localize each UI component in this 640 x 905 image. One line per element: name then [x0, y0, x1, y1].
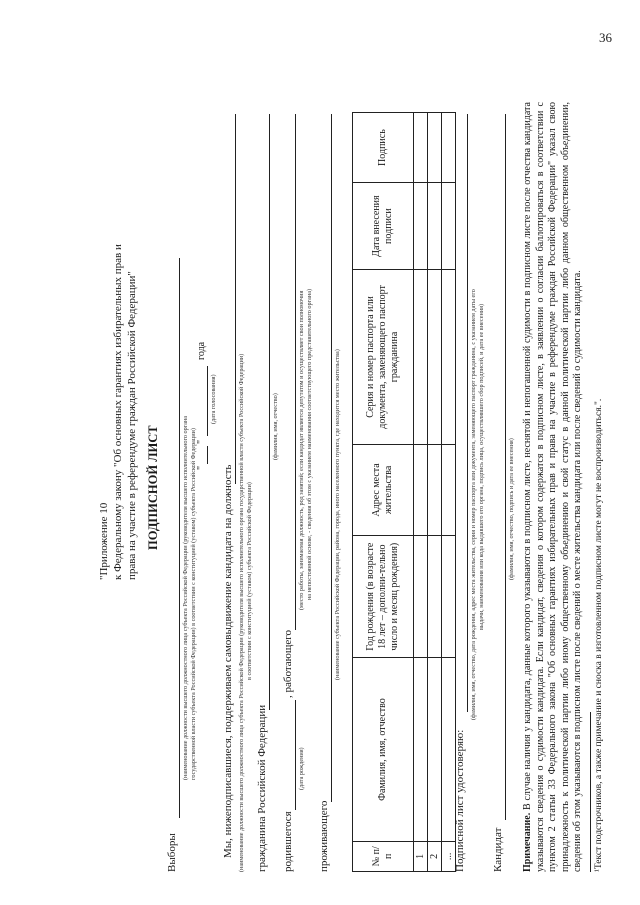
citizen-label: гражданина Российской Федерации	[256, 704, 268, 872]
appendix-line-2: к Федеральному закону "Об основных гарантиях избирательных прав и	[112, 244, 124, 580]
note-text: В случае наличия у кандидата, данные которого указываются в подписном листе, неснятой и непогашенной судимости в подписном листе после отчества кандидата указываются сведения о судимости кандидата. Если кандидат, сведения о котором содержатся в подписном листе, в заявлении о согласии баллотироваться в соответствии с пунктом 2 статьи 33 Федерального закона "Об основных гарантиях избирательных прав и права на участие в референдуме граждан Российской Федерации" указал свою принадлежность к политической партии либо иному общественному объединению и свой статус в данной политической партии либо данном общественном объединении, сведения об этом указываются в подписном листе после сведений о месте жительства кандидата или после сведений о судимости кандидата.	[522, 102, 583, 872]
cell-date[interactable]	[442, 183, 456, 270]
date-open-quote: "	[196, 465, 207, 470]
col-passport: Серия и номер паспорта или документа, заменяющего паспорт гражданина	[353, 270, 414, 445]
date-day-line	[207, 446, 208, 464]
form-title: ПОДПИСНОЙ ЛИСТ	[146, 425, 160, 550]
born-hint: (дата рождения)	[298, 747, 305, 790]
cell-signature[interactable]	[414, 113, 428, 183]
elections-hint-2: государственной власти субъекта Российской Федерации) в соответствии с конституцией (уставом) субъекта Российской Федерации)	[190, 428, 197, 780]
cell-signature[interactable]	[428, 113, 442, 183]
cell-date[interactable]	[414, 183, 428, 270]
certified-hint-2: выдачи, наименования или кода выдавшего его органа, подпись лица, осуществлявшего сбор подписей, и дата ее внесения)	[478, 303, 485, 630]
col-signature: Подпись	[353, 113, 414, 183]
candidate-label: Кандидат	[492, 827, 504, 872]
cell-birth[interactable]	[442, 535, 456, 657]
citizen-fill-line	[269, 114, 270, 710]
cell-address[interactable]	[442, 444, 456, 535]
certified-hint-1: (фамилия, имя, отчество, дата рождения, адрес места жительства, серия и номер паспорта или документа, заменяющего паспорт гражданина, с указанием даты его	[470, 289, 477, 720]
col-fio: Фамилия, имя, отчество	[353, 658, 414, 841]
cell-date[interactable]	[428, 183, 442, 270]
cell-fio[interactable]	[414, 658, 428, 841]
row-number: 2	[428, 841, 442, 871]
page-number: 36	[599, 30, 612, 45]
cell-fio[interactable]	[428, 658, 442, 841]
residing-label: проживающего	[318, 800, 330, 872]
residing-fill-line	[331, 114, 332, 802]
support-line: Мы, нижеподписавшиеся, поддерживаем самовыдвижение кандидата на должность	[222, 464, 234, 858]
cell-birth[interactable]	[414, 535, 428, 657]
appendix-line-3: права на участие в референдуме граждан Российской Федерации"	[126, 271, 138, 580]
elections-label: Выборы	[166, 833, 178, 872]
col-birth-year: Год рождения (в возрасте 18 лет – дополни-тельно число и месяц рождения)	[353, 535, 414, 657]
elections-hint-1: (наименование должности высшего должностного лица субъекта Российской Федерации (руководителя высшего исполнительного органа	[182, 415, 189, 780]
date-close-quote: "	[196, 439, 207, 444]
candidate-fill-line	[505, 114, 506, 820]
cell-birth[interactable]	[428, 535, 442, 657]
residing-hint: (наименование субъекта Российской Федерации, района, города, иного населенного пункта, где находится место жительства)	[334, 349, 341, 680]
note-title: Примечание.	[522, 812, 533, 872]
support-fill-line	[235, 114, 236, 484]
date-year-label: года	[196, 341, 207, 360]
note-paragraph	[522, 102, 585, 872]
col-date: Дата внесения подписи	[353, 183, 414, 270]
fio-hint: (фамилия, имя, отчество)	[272, 393, 279, 460]
appendix-line-1: "Приложение 10	[98, 502, 110, 580]
support-hint-2: в соответствии с конституцией (уставом) субъекта Российской Федерации)	[246, 482, 253, 680]
work-hint-2: на непостоянной основе, - сведения об этом с указанием наименования соответствующего представительного органа)	[306, 288, 313, 600]
born-fill-line	[295, 700, 296, 810]
born-label: родившегося	[282, 811, 294, 872]
cell-address[interactable]	[428, 444, 442, 535]
cell-signature[interactable]	[442, 113, 456, 183]
signatures-table	[352, 112, 456, 872]
cell-passport[interactable]	[442, 270, 456, 445]
row-number: 1	[414, 841, 428, 871]
footnote-divider	[590, 712, 591, 872]
footnote: ¹Текст подстрочников, а также примечание и сноска в изготовленном подписном листе могут не воспроизводиться.".	[594, 398, 604, 872]
working-label: , работающего	[282, 630, 294, 698]
certified-fill-line	[467, 114, 468, 712]
date-month-line	[207, 366, 208, 436]
row-number: ...	[442, 841, 456, 871]
table-header-row	[353, 113, 414, 872]
signature-sheet	[92, 80, 612, 880]
cell-passport[interactable]	[414, 270, 428, 445]
cell-address[interactable]	[414, 444, 428, 535]
work-hint-1: (место работы, занимаемая должность, род занятий; если кандидат является депутатом и осуществляет свои полномочия	[298, 290, 305, 610]
col-number: № п/п	[353, 841, 414, 871]
certified-label: Подписной лист удостоверяю:	[454, 729, 466, 872]
cell-passport[interactable]	[428, 270, 442, 445]
col-address: Адрес места жительства	[353, 444, 414, 535]
table-row	[414, 113, 428, 872]
table-row	[428, 113, 442, 872]
working-fill-line	[295, 114, 296, 630]
support-hint-1: (наименование должности высшего должностного лица субъекта Российской Федерации (руководителя высшего исполнительного органа государственной власти субъекта Российской Федерации)	[238, 353, 245, 872]
date-hint: (дата голосования)	[210, 374, 217, 424]
candidate-hint: (фамилия, имя, отчество, подпись и дата ее внесения)	[508, 438, 515, 580]
elections-line	[179, 258, 180, 818]
